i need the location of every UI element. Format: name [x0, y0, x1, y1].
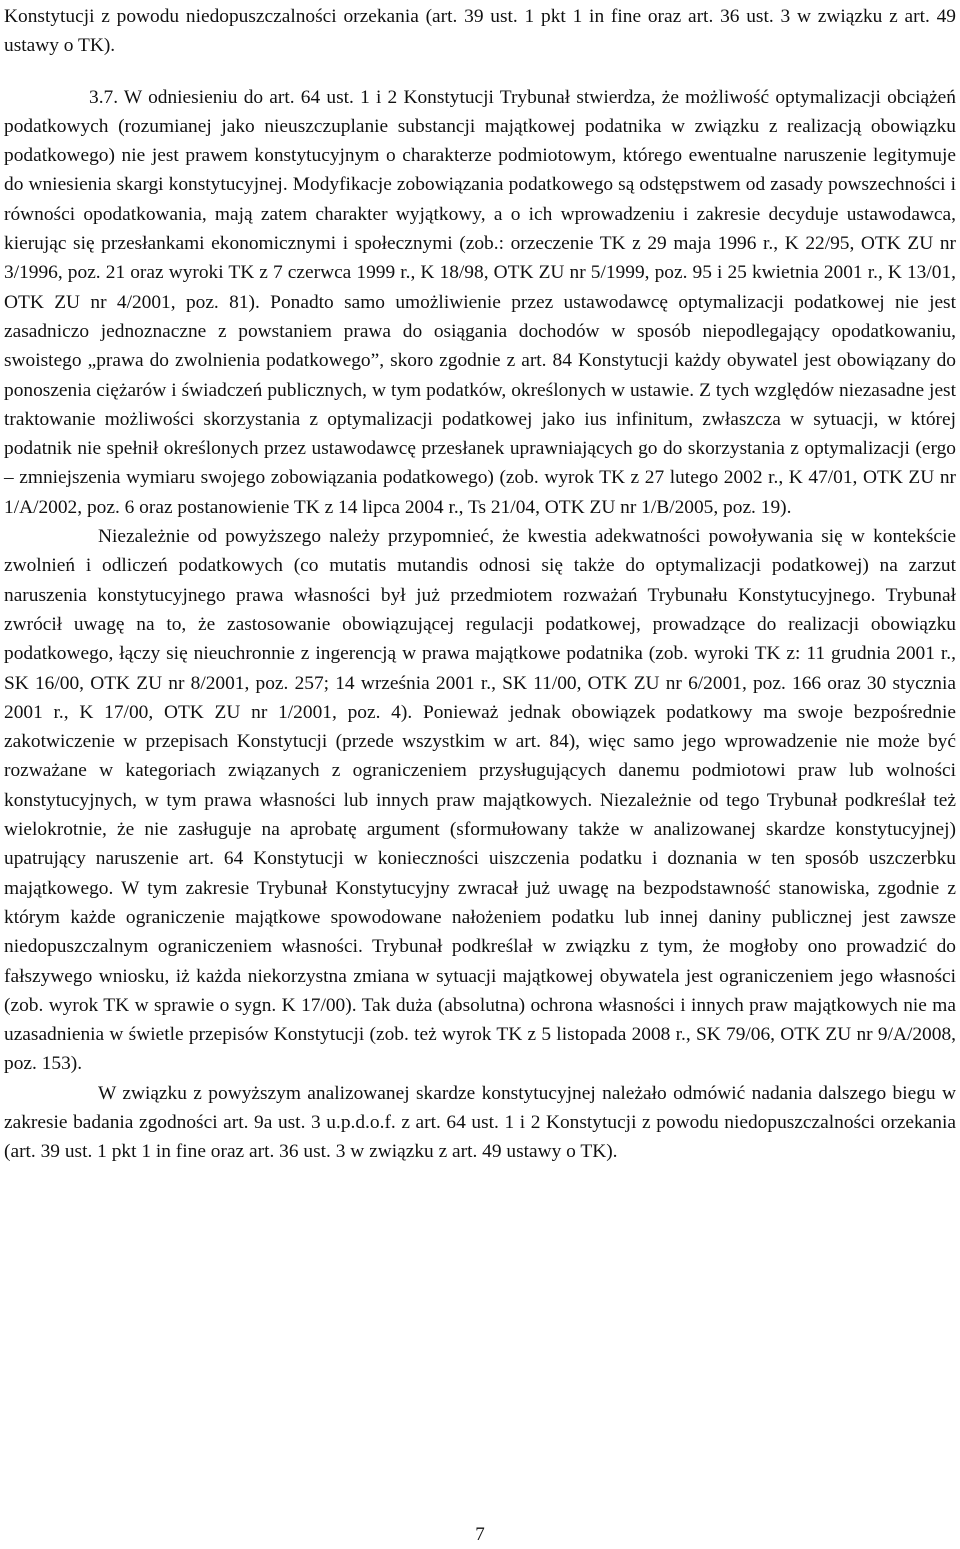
paragraph-top-text: Konstytucji z powodu niedopuszczalności orzekania (art. 39 ust. 1 pkt 1 in fine oraz art. 36 ust. 3 w związku z art. 49 ustawy o TK). [4, 6, 956, 57]
paragraph-final-text: W związku z powyższym analizowanej skardze konstytucyjnej należało odmówić nadania dalszego biegu w zakresie badania zgodności art. 9a ust. 3 u.p.d.o.f. z art. 64 ust. 1 i 2 Konstytucji z powodu niedopuszczalności orzekania (art. 39 ust. 1 pkt 1 in fine oraz art. 36 ust. 3 w związku z art. 49 ustawy o TK). [4, 1082, 956, 1163]
paragraph-final [4, 1079, 956, 1167]
document-page [4, 0, 956, 1167]
section-3-7-heading: 3.7. W odniesieniu do art. 64 ust. [89, 86, 354, 108]
section-3-7-text: 1 i 2 Konstytucji Trybunał stwierdza, że możliwość optymalizacji obciążeń podatkowych (rozumianej jako nieuszczuplanie substancji majątkowej podatnika w związku z realizacją obowiązku podatkowego) nie jest prawem konstytucyjnym o charakterze podmiotowym, którego ewentualne naruszenie legitymuje do wniesienia skargi konstytucyjnej. Modyfikacje zobowiązania podatkowego są odstępstwem od zasady powszechności i równości opodatkowania, mają zatem charakter wyjątkowy, a o ich wprowadzeniu i zakresie decyduje ustawodawca, kierując się przesłankami ekonomicznymi i społecznymi (zob.: orzeczenie TK z 29 maja 1996 r., K 22/95, OTK ZU nr 3/1996, poz. 21 oraz wyroki TK z 7 czerwca 1999 r., K 18/98, OTK ZU nr 5/1999, poz. 95 i 25 kwietnia 2001 r., K 13/01, OTK ZU nr 4/2001, poz. 81). Ponadto samo umożliwienie przez ustawodawcę optymalizacji podatkowej nie jest zasadniczo jednoznaczne z powstaniem prawa do osiągania dochodów w sposób niepodlegający opodatkowaniu, swoistego „prawa do zwolnienia podatkowego”, skoro zgodnie z art. 84 Konstytucji każdy obywatel jest obowiązany do ponoszenia ciężarów i świadczeń publicznych, w tym podatków, określonych w ustawie. Z tych względów niezasadne jest traktowanie możliwości skorzystania z optymalizacji podatkowej jako ius infinitum, zwłaszcza w sytuacji, w której podatnik nie spełnił określonych przez ustawodawcę przesłanek uprawniających go do skorzystania z optymalizacji (ergo – zmniejszenia wymiaru swojego zobowiązania podatkowego) (zob. wyrok TK z 27 lutego 2002 r., K 47/01, OTK ZU nr 1/A/2002, poz. 6 oraz postanowienie TK z 14 lipca 2004 r., Ts 21/04, OTK ZU nr 1/B/2005, poz. 19). [4, 86, 956, 518]
section-3-7-paragraph [4, 83, 956, 522]
paragraph-niezaleznie-text: Niezależnie od powyższego należy przypomnieć, że kwestia adekwatności powoływania się w kontekście zwolnień i odliczeń podatkowych (co mutatis mutandis odnosi się także do optymalizacji podatkowej) na zarzut naruszenia konstytucyjnego prawa własności był już przedmiotem rozważań Trybunału Konstytucyjnego. Trybunał zwrócił uwagę na to, że zastosowanie obowiązującej regulacji podatkowej, prowadzące do realizacji obowiązku podatkowego, łączy się nieuchronnie z ingerencją w prawa majątkowe podatnika (zob. wyroki TK z: 11 grudnia 2001 r., SK 16/00, OTK ZU nr 8/2001, poz. 257; 14 września 2001 r., SK 11/00, OTK ZU nr 6/2001, poz. 166 oraz 30 stycznia 2001 r., K 17/00, OTK ZU nr 1/2001, poz. 4). Ponieważ jednak obowiązek podatkowy ma swoje bezpośrednie zakotwiczenie w przepisach Konstytucji (przede wszystkim w art. 84), więc samo jego wprowadzenie nie może być rozważane w kategoriach związanych z ograniczeniem przysługujących danemu podmiotowi praw lub wolności konstytucyjnych, w tym prawa własności lub innych praw majątkowych. Niezależnie od tego Trybunał podkreślał też wielokrotnie, że nie zasługuje na aprobatę argument (sformułowany także w analizowanej skardze konstytucyjnej) upatrujący naruszenie art. 64 Konstytucji w konieczności uiszczenia podatku i doznania w ten sposób uszczerbku majątkowego. W tym zakresie Trybunał Konstytucyjny zwracał już uwagę na bezpodstawność stanowiska, zgodnie z którym każde ograniczenie majątkowe spowodowane nałożeniem podatku lub innej daniny publicznej jest zawsze niedopuszczalnym ograniczeniem własności. Trybunał podkreślał w związku z tym, że mogłoby ono prowadzić do fałszywego wniosku, iż każda niekorzystna zmiana w sytuacji majątkowej obywatela jest ograniczeniem jego własności (zob. wyrok TK w sprawie o sygn. K 17/00). Tak duża (absolutna) ochrona własności i innych praw majątkowych nie ma uzasadnienia w świetle przepisów Konstytucji (zob. też wyrok TK z 5 listopada 2008 r., SK 79/06, OTK ZU nr 9/A/2008, poz. 153). [4, 526, 956, 1075]
paragraph-niezaleznie [4, 522, 956, 1079]
paragraph-top [4, 2, 956, 61]
page-number: 7 [475, 1524, 485, 1545]
